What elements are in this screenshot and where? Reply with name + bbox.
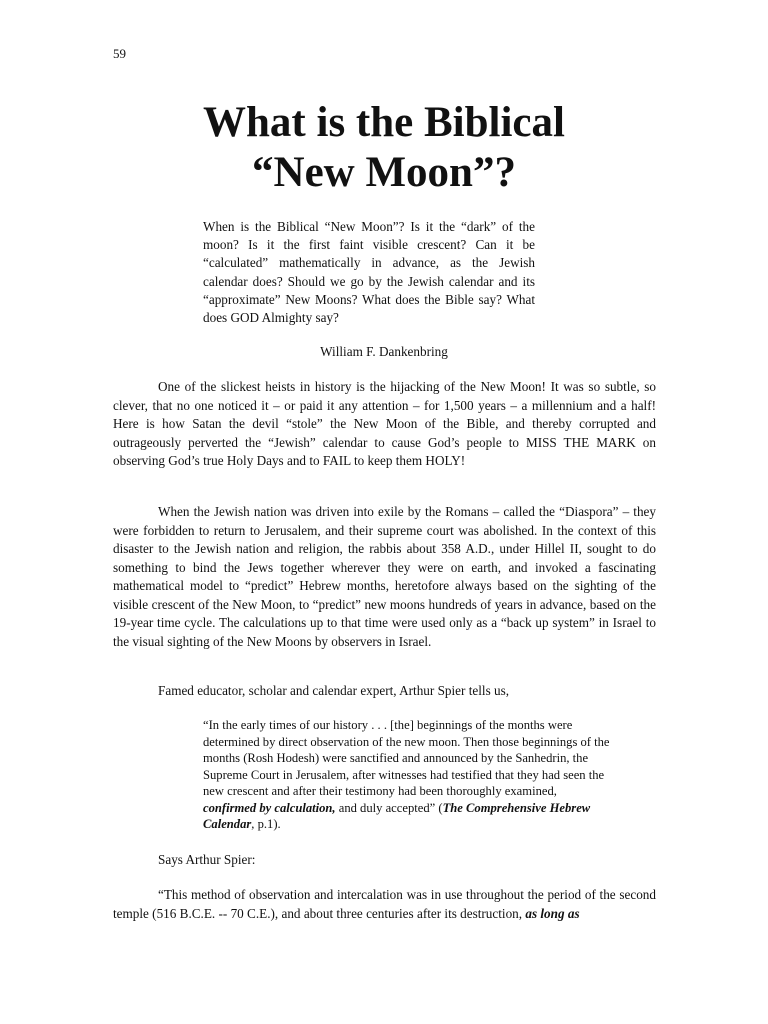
quote-source-title: The Comprehensive Hebrew Calendar [203,800,591,831]
quote-text: “In the early times of our history . . . [the] beginnings of the months were determined by direct observation of the new moon. Then those beginnings of the months (Rosh Hodesh) were sanctified and announced by the Sanhedrin, the Supreme Court in Jerusalem, after witnesses had testified that they had seen the new crescent and after their testimony had been thoroughly examined, [203,718,610,798]
body-paragraph: One of the slickest heists in history is the hijacking of the New Moon! It was so subtle, so clever, that no one noticed it – or paid it any attention – for 1,500 years – a millennium and a half! Here is how Satan the devil “stole” the New Moon of the Bible, and thereby corrupted and outrageously perverted the “Jewish” calendar to cause God’s people to MISS THE MARK on observing God’s true Holy Days and to FAIL to keep them HOLY! [113,379,656,468]
title-line-2: “New Moon”? [252,149,516,196]
block-quote [203,717,613,833]
quote-text: and duly accepted” ( [335,800,443,815]
quote-text: , p.1). [251,817,281,831]
body-paragraph [113,886,656,923]
intro-paragraph: When is the Biblical “New Moon”? Is it the “dark” of the moon? Is it the first faint visible crescent? Can it be “calculated” mathematically in advance, as the Jewish calendar does? Should we go by the Jewish calendar and its “approximate” New Moons? What does the Bible say? What does GOD Almighty say? [203,219,535,326]
body-paragraph: Says Arthur Spier: [158,852,256,867]
body-paragraph: When the Jewish nation was driven into exile by the Romans – called the “Diaspora” – they were forbidden to return to Jerusalem, and their supreme court was abolished. In the context of this disaster to the Jewish nation and religion, the rabbis about 358 A.D., under Hillel II, sought to do something to bind the Jews together wherever they were on earth, and invoked a fascinating mathematical model to “predict” Hebrew months, heretofore always based on the sighting of the visible crescent of the New Moon, to “predict” new moons hundreds of years in advance, based on the 19-year time cycle. The calculations up to that time were used only as a “back up system” in Israel to the visual sighting of the New Moons by observers in Israel. [113,504,656,649]
quote-emphasis: confirmed by calculation, [203,800,336,815]
page-title [0,98,768,198]
title-line-1: What is the Biblical [203,99,565,146]
body-paragraph: Famed educator, scholar and calendar expert, Arthur Spier tells us, [158,683,510,698]
paragraph-text: “This method of observation and intercalation was in use throughout the period of the second temple (516 B.C.E. -- 70 C.E.), and about three centuries after its destruction, [113,887,656,921]
page-number: 59 [113,46,126,61]
author-byline: William F. Dankenbring [320,344,448,359]
paragraph-emphasis: as long as [525,905,580,921]
